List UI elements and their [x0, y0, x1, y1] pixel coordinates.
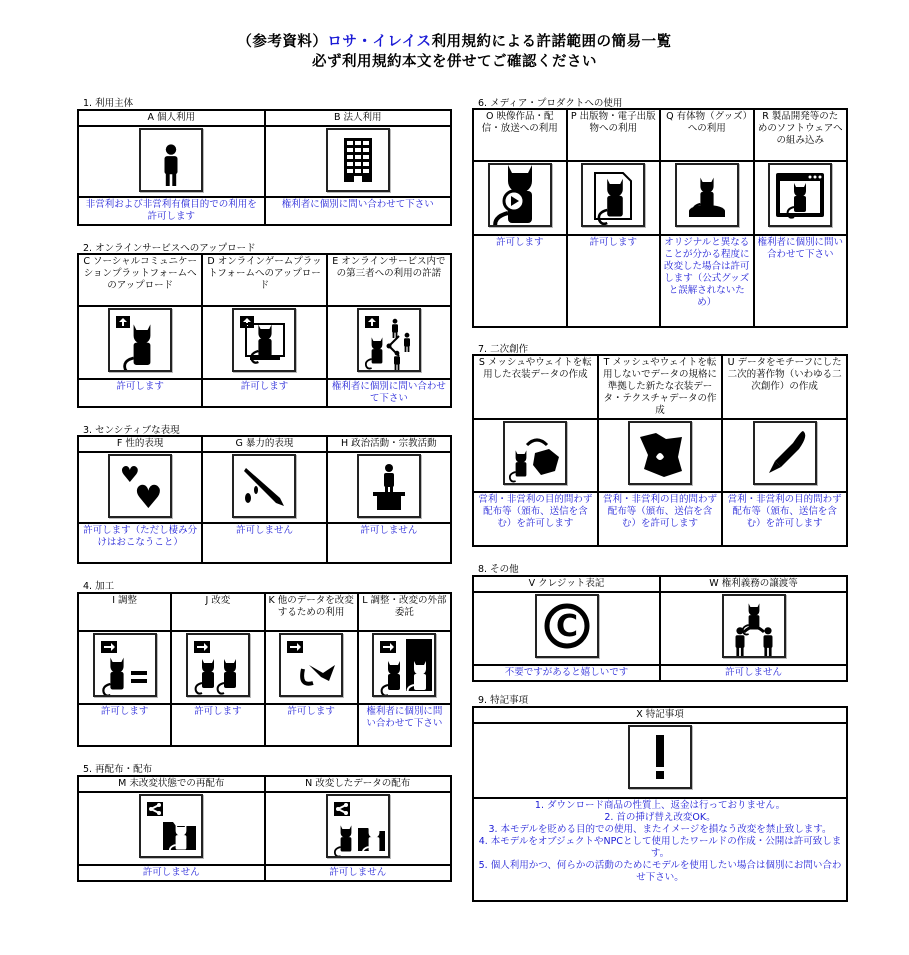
item-header: E オンラインサービス内での第三者への利用の許諾: [327, 254, 451, 306]
item-icon-cell: [358, 631, 451, 704]
item-icon-cell: [473, 723, 847, 798]
header-row: [78, 254, 451, 306]
item-header: K 他のデータを改変するための利用: [265, 593, 358, 631]
item-permission: オリジナルと異なることが分かる程度に改変した場合は許可します（公式グッズと誤解されないため）: [660, 235, 754, 327]
copyright-icon: [535, 594, 599, 658]
item-header: C ソーシャルコミュニケーションプラットフォームへのアップロード: [78, 254, 202, 306]
clothing-icon: [628, 421, 692, 485]
answer-row: [473, 235, 847, 327]
section-label: 9. 特記事項: [478, 695, 529, 706]
header-row: [78, 593, 451, 631]
icon-row: [78, 126, 451, 197]
parts-icon: [279, 633, 343, 697]
item-header: B 法人利用: [265, 110, 452, 126]
header-row: [78, 776, 451, 792]
answer-row: [78, 379, 451, 407]
icon-row: [78, 631, 451, 704]
section-label: 3. センシティブな表現: [83, 425, 180, 436]
item-icon-cell: [265, 792, 452, 865]
modify-icon: [186, 633, 250, 697]
item-header: R 製品開発等のためのソフトウェアへの組み込み: [754, 109, 848, 161]
icon-row: [78, 306, 451, 379]
icon-row: [78, 452, 451, 523]
section-label: 1. 利用主体: [83, 98, 134, 109]
item-permission: 許可しません: [78, 865, 265, 881]
section-label: 8. その他: [478, 564, 519, 575]
item-icon-cell: [78, 452, 202, 523]
header-row: [78, 436, 451, 452]
item-permission: 許可します: [78, 704, 171, 746]
section-label: 5. 再配布・配布: [83, 764, 153, 775]
item-icon-cell: [660, 161, 754, 235]
item-header: H 政治活動・宗教活動: [327, 436, 451, 452]
software-window-icon: [768, 163, 832, 227]
note-line: 2. 首の挿げ替え改変OK。: [604, 812, 716, 823]
icon-row: [473, 161, 847, 235]
svg-text:C: C: [555, 609, 578, 644]
section-table: [472, 706, 848, 902]
item-header: T メッシュやウェイトを転用しないでデータの規格に準拠した新たな衣装データ・テクスチャデータの作成: [598, 355, 723, 419]
share-modified-icon: [326, 794, 390, 858]
item-icon-cell: [473, 592, 660, 665]
item-icon-cell: [754, 161, 848, 235]
header-row: [473, 109, 847, 161]
section-label: 6. メディア・プロダクトへの使用: [478, 98, 623, 109]
item-icon-cell: [598, 419, 723, 492]
item-icon-cell: [265, 126, 452, 197]
note-line: 1. ダウンロード商品の性質上、返金は行っておりません。: [534, 800, 786, 811]
item-icon-cell: [473, 161, 567, 235]
page-title: [0, 30, 909, 51]
item-icon-cell: [327, 306, 451, 379]
item-permission: 権利者に個別に問い合わせて下さい: [358, 704, 451, 746]
header-row: [473, 707, 847, 723]
item-icon-cell: [202, 306, 326, 379]
section-label: 7. 二次創作: [478, 344, 529, 355]
item-header: S メッシュやウェイトを転用した衣装データの作成: [473, 355, 598, 419]
item-permission: 営利・非営利の目的問わず配布等（頒布、送信を含む）を許可します: [598, 492, 723, 546]
section-table: [77, 253, 452, 408]
header-row: [78, 110, 451, 126]
item-header: J 改変: [171, 593, 264, 631]
note-line: 5. 個人利用かつ、何らかの活動のためにモデルを使用したい場合は個別にお問い合わせ下さい。: [478, 860, 842, 883]
figure-icon: [675, 163, 739, 227]
upload-share-icon: [357, 308, 421, 372]
header-row: [473, 355, 847, 419]
section-table: [77, 775, 452, 882]
item-header: M 未改変状態での再配布: [78, 776, 265, 792]
item-permission: 営利・非営利の目的問わず配布等（頒布、送信を含む）を許可します: [473, 492, 598, 546]
item-header: P 出版物・電子出版物への利用: [567, 109, 661, 161]
item-header: N 改変したデータの配布: [265, 776, 452, 792]
item-header: F 性的表現: [78, 436, 202, 452]
section-table: [472, 354, 848, 547]
item-icon-cell: [473, 419, 598, 492]
item-permission: 許可します（ただし棲み分けはおこなうこと）: [78, 523, 202, 563]
item-permission: 許可しません: [202, 523, 326, 563]
page-subtitle: 必ず利用規約本文を併せてご確認ください: [312, 54, 597, 70]
video-icon: [488, 163, 552, 227]
item-icon-cell: [265, 631, 358, 704]
item-header: U データをモチーフにした二次的著作物（いわゆる二次創作）の作成: [722, 355, 847, 419]
section-table: [77, 592, 452, 747]
item-icon-cell: [722, 419, 847, 492]
item-permission: 許可します: [567, 235, 661, 327]
item-permission: 許可します: [202, 379, 326, 407]
answer-row: [78, 704, 451, 746]
section-table: [472, 575, 848, 682]
answer-row: [473, 492, 847, 546]
item-permission: 権利者に個別に問い合わせて下さい: [754, 235, 848, 327]
item-permission: 許可します: [171, 704, 264, 746]
title-model-name: ロサ・イレイス: [327, 34, 432, 50]
exclamation-icon: [628, 725, 692, 789]
share-folder-icon: [139, 794, 203, 858]
item-icon-cell: [78, 126, 265, 197]
pen-icon: [753, 421, 817, 485]
transfer-icon: [722, 594, 786, 658]
item-header: A 個人利用: [78, 110, 265, 126]
header-row: [473, 576, 847, 592]
item-permission: 権利者に個別に問い合わせて下さい: [265, 197, 452, 225]
person-icon: [139, 128, 203, 192]
outsource-icon: [372, 633, 436, 697]
svg-text:♥: ♥: [120, 463, 140, 488]
item-permission: 許可しません: [327, 523, 451, 563]
item-permission: 権利者に個別に問い合わせて下さい: [327, 379, 451, 407]
answer-row: [78, 523, 451, 563]
item-header: O 映像作品・配信・放送への利用: [473, 109, 567, 161]
clothing-transfer-icon: [503, 421, 567, 485]
item-permission: 許可します: [473, 235, 567, 327]
item-header: L 調整・改変の外部委託: [358, 593, 451, 631]
item-icon-cell: [78, 792, 265, 865]
adjust-icon: [93, 633, 157, 697]
section-table: [472, 108, 848, 328]
icon-row: [78, 792, 451, 865]
document-icon: [581, 163, 645, 227]
item-icon-cell: [78, 306, 202, 379]
knife-icon: [232, 454, 296, 518]
upload-monitor-icon: [232, 308, 296, 372]
item-permission: 非営利および非営利有償目的での利用を許可します: [78, 197, 265, 225]
upload-avatar-icon: [108, 308, 172, 372]
hearts-icon: [108, 454, 172, 518]
item-permission: 許可しません: [660, 665, 847, 681]
title-suffix: 利用規約による許諾範囲の簡易一覧: [431, 34, 672, 50]
item-permission: 不要ですがあると嬉しいです: [473, 665, 660, 681]
item-header: X 特記事項: [473, 707, 847, 723]
building-icon: [326, 128, 390, 192]
item-header: G 暴力的表現: [202, 436, 326, 452]
section-label: 2. オンラインサービスへのアップロード: [83, 243, 256, 254]
item-icon-cell: [202, 452, 326, 523]
item-permission: 許可しません: [265, 865, 452, 881]
item-header: V クレジット表記: [473, 576, 660, 592]
section-table: [77, 109, 452, 226]
answer-row: [78, 865, 451, 881]
svg-text:♥: ♥: [134, 478, 163, 516]
section-table: [77, 435, 452, 564]
item-icon-cell: [660, 592, 847, 665]
note-line: 3. 本モデルを貶める目的での使用、またイメージを損なう改変を禁止致します。: [488, 824, 832, 835]
item-header: D オンラインゲームプラットフォームへのアップロード: [202, 254, 326, 306]
icon-row: [473, 419, 847, 492]
item-permission: 許可します: [265, 704, 358, 746]
item-permission: 営利・非営利の目的問わず配布等（頒布、送信を含む）を許可します: [722, 492, 847, 546]
podium-icon: [357, 454, 421, 518]
answer-row: [78, 197, 451, 225]
answer-row: [473, 798, 847, 901]
item-header: I 調整: [78, 593, 171, 631]
item-permission: 許可します: [78, 379, 202, 407]
item-icon-cell: [78, 631, 171, 704]
notes-cell: [473, 798, 847, 901]
item-icon-cell: [327, 452, 451, 523]
section-label: 4. 加工: [83, 581, 115, 592]
title-prefix: （参考資料）: [237, 34, 328, 50]
answer-row: [473, 665, 847, 681]
item-icon-cell: [567, 161, 661, 235]
icon-row: [473, 592, 847, 665]
icon-row: [473, 723, 847, 798]
item-header: Q 有体物（グッズ）への利用: [660, 109, 754, 161]
item-icon-cell: [171, 631, 264, 704]
item-header: W 権利義務の譲渡等: [660, 576, 847, 592]
note-line: 4. 本モデルをオブジェクトやNPCとして使用したワールドの作成・公開は許可致します。: [478, 836, 842, 859]
